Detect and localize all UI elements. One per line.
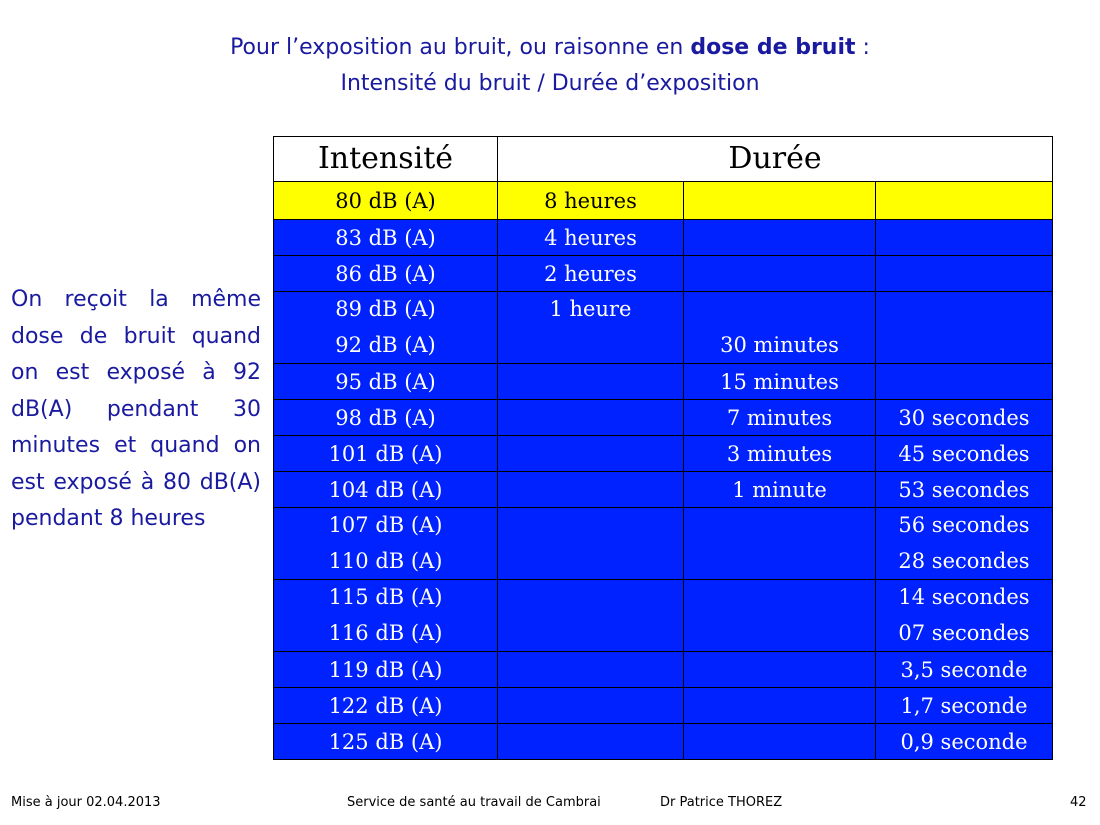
duration-cell xyxy=(876,580,1053,652)
duration-cell xyxy=(876,182,1053,220)
duration-cell xyxy=(498,400,684,436)
intensity-cell: 95 dB (A) xyxy=(274,364,498,400)
duration-cell xyxy=(684,508,876,580)
duration-cell xyxy=(684,182,876,220)
table-row xyxy=(274,292,1053,364)
duration-cell: 53 secondes xyxy=(876,472,1053,508)
footer-author: Dr Patrice THOREZ xyxy=(660,795,783,810)
duration-cell xyxy=(498,724,684,760)
intensity-line: 116 dB (A) xyxy=(328,620,443,645)
intensity-line: 107 dB (A) xyxy=(328,513,443,537)
table-row xyxy=(274,652,1053,688)
duration-line: 28 secondes xyxy=(898,548,1030,573)
table-row xyxy=(274,580,1053,652)
duration-line xyxy=(876,328,1052,364)
duration-cell xyxy=(876,292,1053,364)
duration-cell: 30 secondes xyxy=(876,400,1053,436)
table-row xyxy=(274,364,1053,400)
intensity-cell xyxy=(274,508,498,580)
table-row xyxy=(274,256,1053,292)
title-line-1 xyxy=(0,30,1100,66)
intensity-cell: 101 dB (A) xyxy=(274,436,498,472)
duration-cell xyxy=(684,292,876,364)
intensity-line: 110 dB (A) xyxy=(328,548,443,573)
duration-cell: 7 minutes xyxy=(684,400,876,436)
duration-cell: 3,5 seconde xyxy=(876,652,1053,688)
footer-service: Service de santé au travail de Cambrai xyxy=(347,795,601,810)
duration-cell: 3 minutes xyxy=(684,436,876,472)
duration-cell xyxy=(876,364,1053,400)
side-explanation: On reçoit la même dose de bruit quand on est exposé à 92 dB(A) pendant 30 minutes et quand on est exposé à 80 dB(A) pendant 8 heures xyxy=(11,287,261,531)
table-row xyxy=(274,724,1053,760)
intensity-cell: 104 dB (A) xyxy=(274,472,498,508)
duration-cell xyxy=(498,436,684,472)
footer-page-number: 42 xyxy=(1070,795,1087,810)
duration-line: 30 minutes xyxy=(720,332,839,357)
table-header-row xyxy=(274,137,1053,182)
intensity-cell: 125 dB (A) xyxy=(274,724,498,760)
duration-cell xyxy=(876,220,1053,256)
noise-dose-table xyxy=(273,136,1053,760)
duration-cell: 2 heures xyxy=(498,256,684,292)
intensity-cell: 86 dB (A) xyxy=(274,256,498,292)
duration-cell xyxy=(498,292,684,364)
duration-cell xyxy=(498,688,684,724)
intensity-cell: 119 dB (A) xyxy=(274,652,498,688)
duration-cell xyxy=(684,220,876,256)
title-line-2: Intensité du bruit / Durée d’exposition xyxy=(340,71,760,96)
intensity-cell: 80 dB (A) xyxy=(274,182,498,220)
intensity-cell: 122 dB (A) xyxy=(274,688,498,724)
duration-cell: 0,9 seconde xyxy=(876,724,1053,760)
slide-title xyxy=(0,30,1100,102)
title-bold: dose de bruit xyxy=(690,35,856,60)
duration-cell: 1 minute xyxy=(684,472,876,508)
intensity-line: 89 dB (A) xyxy=(335,297,436,321)
duration-line: 14 secondes xyxy=(898,585,1030,609)
table-row xyxy=(274,436,1053,472)
duration-cell: 15 minutes xyxy=(684,364,876,400)
duration-cell xyxy=(498,472,684,508)
intensity-cell xyxy=(274,580,498,652)
duration-cell xyxy=(684,688,876,724)
intensity-cell: 98 dB (A) xyxy=(274,400,498,436)
intensity-cell xyxy=(274,292,498,364)
duration-line: 07 secondes xyxy=(898,620,1030,645)
duration-cell xyxy=(498,580,684,652)
duration-line xyxy=(498,328,683,364)
table-row xyxy=(274,220,1053,256)
table-row xyxy=(274,472,1053,508)
duration-cell xyxy=(684,580,876,652)
duration-cell xyxy=(684,256,876,292)
table-row xyxy=(274,182,1053,220)
title-suffix: : xyxy=(855,35,870,60)
intensity-cell: 83 dB (A) xyxy=(274,220,498,256)
header-duration: Durée xyxy=(498,137,1053,182)
duration-cell xyxy=(876,256,1053,292)
title-prefix: Pour l’exposition au bruit, ou raisonne en xyxy=(230,35,691,60)
duration-line: 1 heure xyxy=(549,297,632,321)
footer-update-date: Mise à jour 02.04.2013 xyxy=(11,795,161,810)
table-row xyxy=(274,688,1053,724)
intensity-line: 92 dB (A) xyxy=(335,332,436,357)
duration-line: 56 secondes xyxy=(898,513,1030,537)
duration-cell xyxy=(684,652,876,688)
header-intensity: Intensité xyxy=(274,137,498,182)
duration-cell: 1,7 seconde xyxy=(876,688,1053,724)
duration-cell xyxy=(498,364,684,400)
table-row xyxy=(274,400,1053,436)
intensity-line: 115 dB (A) xyxy=(328,585,443,609)
table-row xyxy=(274,508,1053,580)
duration-cell: 45 secondes xyxy=(876,436,1053,472)
duration-cell xyxy=(498,508,684,580)
duration-line xyxy=(684,292,875,328)
duration-cell xyxy=(684,724,876,760)
duration-cell: 4 heures xyxy=(498,220,684,256)
duration-cell xyxy=(876,508,1053,580)
duration-cell: 8 heures xyxy=(498,182,684,220)
duration-cell xyxy=(498,652,684,688)
duration-line xyxy=(876,292,1052,328)
